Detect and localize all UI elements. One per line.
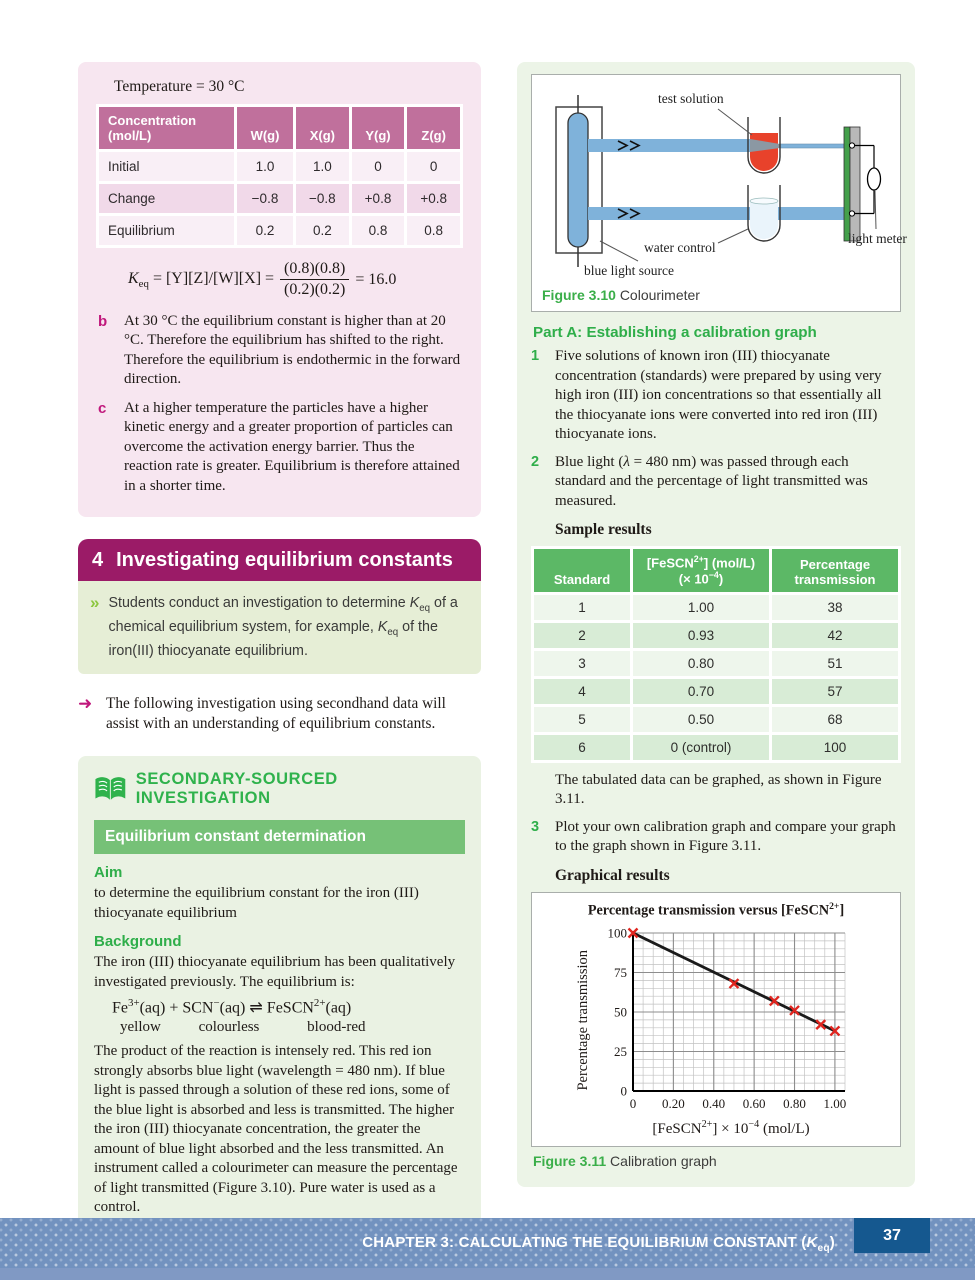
experiment-panel	[517, 62, 915, 1187]
table-cell: 1.00	[633, 595, 769, 620]
x-axis-label: [FeSCN$^{2+}$] × $10^{-4}$ (mol/L)	[652, 1119, 810, 1138]
background-heading: Background	[94, 933, 182, 950]
figure-caption-text: Calibration graph	[610, 1153, 717, 1170]
detector-strip	[844, 127, 850, 241]
temperature-line: Temperature = 30 °C	[114, 78, 245, 95]
table-cell: 0	[407, 152, 460, 181]
svg-text:75: 75	[614, 965, 627, 981]
right-column	[517, 62, 915, 1187]
step-number: 3	[531, 818, 540, 835]
table-cell: 100	[772, 735, 898, 760]
background-body: The product of the reaction is intensely red. This red ion strongly absorbs blue light (wavelength = 480 nm). If blue light is passed through a solution of these red ions, some of the blue light is absorbed and less is transmitted. The higher the iron (III) thiocyanate concentration, the greater the amount of blue light absorbed and the less transmitted. An instrument called a colourimeter can measure the percentage of light transmitted (Figure 3.10). Pure water is used as a control.	[94, 1043, 458, 1216]
sample-results-heading: Sample results	[555, 521, 652, 538]
outcome-text: Students conduct an investigation to determine $K_{eq}$ of a chemical equilibrium system, for example, $K_{eq}$ of the iron(III) thiocyanate equilibrium.	[108, 595, 458, 659]
table-cell: −0.8	[237, 184, 293, 213]
step-number: 2	[531, 453, 540, 470]
table-cell: 4	[534, 679, 630, 704]
table-cell: +0.8	[407, 184, 460, 213]
figure-310-box	[531, 74, 907, 312]
table-row	[534, 623, 898, 648]
table-cell: 38	[772, 595, 898, 620]
table-cell: 0.2	[237, 216, 293, 245]
section-number: 4	[92, 549, 104, 572]
table-header-row	[99, 107, 460, 149]
svg-text:0.60: 0.60	[742, 1096, 766, 1112]
light-meter-icon	[868, 168, 881, 190]
open-book-icon	[94, 776, 127, 802]
equation-rhs: = 16.0	[355, 270, 397, 288]
colour-label: colourless	[198, 1019, 260, 1036]
figure-number: Figure 3.11	[533, 1153, 607, 1170]
svg-text:1.00: 1.00	[823, 1096, 847, 1112]
column-header: Standard	[534, 549, 630, 592]
section-banner	[78, 539, 481, 581]
column-header: Y(g)	[352, 107, 405, 149]
answer-item-c	[98, 399, 463, 497]
table-cell: 57	[772, 679, 898, 704]
table-cell: 0.8	[352, 216, 405, 245]
table-cell: 42	[772, 623, 898, 648]
page-number: 37	[854, 1218, 930, 1253]
step-2	[531, 453, 901, 512]
column-header: X(g)	[296, 107, 349, 149]
sample-results-table	[531, 546, 901, 763]
table-row	[534, 595, 898, 620]
after-table-paragraph: The tabulated data can be graphed, as shown in Figure 3.11.	[555, 771, 882, 808]
investigation-panel	[78, 756, 481, 1232]
chevron-bullet-icon: »	[90, 593, 100, 613]
column-header	[633, 549, 769, 592]
step-3	[531, 818, 901, 857]
equation-lhs: $K_{eq} = [Y][Z]/[W][X]$ =	[128, 269, 275, 290]
y-axis-label: Percentage transmission	[575, 950, 591, 1091]
svg-text:0.40: 0.40	[702, 1096, 726, 1112]
table-cell: 1.0	[237, 152, 293, 181]
table-cell: 0.80	[633, 651, 769, 676]
step-1	[531, 347, 901, 445]
table-row	[99, 152, 460, 181]
header-line: Concentration	[108, 113, 197, 128]
step-text: Five solutions of known iron (III) thiocyanate concentration (standards) were prepared by using very high iron (III) ion concentrations so that essentially all the thiocyanate ions were converted into red iron (III) thiocyanate ions.	[555, 348, 882, 442]
table-cell: 0.8	[407, 216, 460, 245]
investigation-header	[94, 770, 465, 808]
chapter-title: CHAPTER 3: CALCULATING THE EQUILIBRIUM CONSTANT $(K_{eq})$	[362, 1234, 835, 1254]
row-label: Initial	[99, 152, 234, 181]
background-intro: The iron (III) thiocyanate equilibrium has been qualitatively investigated previously. The equilibrium is:	[94, 954, 456, 990]
table-row	[99, 184, 460, 213]
table-row	[99, 216, 460, 245]
header-line: [FeSCN$^{2+}$] (mol/L)	[646, 554, 756, 571]
equation-colour-labels	[120, 1019, 465, 1036]
lead-paragraph	[78, 694, 481, 734]
colour-label: blood-red	[307, 1019, 366, 1036]
table-cell: 1.0	[296, 152, 349, 181]
table-cell: 3	[534, 651, 630, 676]
column-header: Z(g)	[407, 107, 460, 149]
item-marker: c	[98, 399, 107, 417]
section-title: Investigating equilibrium constants	[116, 549, 453, 572]
figure-number: Figure 3.10	[542, 287, 616, 303]
fraction-numerator: (0.8)(0.8)	[280, 260, 349, 280]
answer-item-b	[98, 312, 463, 390]
figure-311-box	[531, 892, 901, 1148]
table-row	[534, 679, 898, 704]
header-line: transmission	[794, 571, 876, 587]
colour-label: yellow	[120, 1019, 161, 1036]
arrow-icon: ➜	[78, 694, 93, 713]
outcome-panel	[78, 581, 481, 674]
table-cell: −0.8	[296, 184, 349, 213]
table-cell: 68	[772, 707, 898, 732]
svg-text:100: 100	[607, 925, 627, 941]
item-text: At a higher temperature the particles have a higher kinetic energy and a greater proportion of particles can overcome the activation energy barrier. Thus the reaction rate is greater. Equilibrium is therefore attained in a shorter time.	[124, 399, 460, 494]
table-cell: 0.93	[633, 623, 769, 648]
svg-text:0.20: 0.20	[662, 1096, 685, 1112]
equation-fraction	[280, 260, 349, 300]
row-label: Change	[99, 184, 234, 213]
colourimeter-diagram	[540, 83, 907, 283]
worked-answer-panel	[78, 62, 481, 517]
figure-311-caption	[533, 1153, 901, 1169]
investigation-kicker: SECONDARY-SOURCED INVESTIGATION	[135, 770, 338, 807]
table-cell: 5	[534, 707, 630, 732]
column-header: W(g)	[237, 107, 293, 149]
blue-light-tube	[568, 113, 588, 247]
table-cell: 0	[352, 152, 405, 181]
aim-heading: Aim	[94, 864, 123, 881]
top-beam	[588, 139, 750, 152]
lead-text: The following investigation using secondhand data will assist with an understanding of equilibrium constants.	[106, 695, 446, 732]
part-a-heading: Part A: Establishing a calibration graph	[533, 324, 817, 341]
ice-table	[96, 104, 463, 248]
table-cell: 2	[534, 623, 630, 648]
label-water-control: water control	[644, 240, 716, 255]
label-light-meter: light meter	[848, 231, 907, 246]
table-header-row	[534, 549, 898, 592]
colourimeter-svg	[540, 83, 892, 283]
column-header	[99, 107, 234, 149]
svg-text:50: 50	[614, 1004, 627, 1020]
header-line: Percentage	[799, 556, 871, 572]
table-row	[534, 651, 898, 676]
left-column	[78, 62, 481, 1232]
fraction-denominator: (0.2)(0.2)	[284, 281, 346, 299]
header-line: (mol/L)	[108, 128, 152, 143]
chemical-equation: $Fe^{3+}(aq) + SCN^-(aq)$ ⇌ FeSCN$^{2+}$(aq)	[112, 997, 352, 1017]
step-number: 1	[531, 348, 540, 364]
chart-title: Percentage transmission versus [FeSCN$^{2+}$]	[587, 900, 845, 919]
svg-text:0.80: 0.80	[783, 1096, 806, 1112]
table-cell: +0.8	[352, 184, 405, 213]
investigation-title: Equilibrium constant determination	[94, 820, 465, 854]
aim-text: to determine the equilibrium constant for the iron (III) thiocyanate equilibrium	[94, 885, 419, 921]
item-text: At 30 °C the equilibrium constant is higher than at 20 °C. Therefore the equilibrium has shifted to the right. Therefore the equilibrium is endothermic in the forward direction.	[124, 312, 461, 388]
footer-strip	[0, 1268, 975, 1280]
svg-text:0: 0	[629, 1096, 637, 1112]
calibration-chart	[593, 923, 857, 1117]
attenuated-beam	[780, 144, 844, 148]
table-cell: 51	[772, 651, 898, 676]
figure-caption-text: Colourimeter	[619, 287, 700, 303]
row-label: Equilibrium	[99, 216, 234, 245]
table-cell: 0.70	[633, 679, 769, 704]
svg-text:0: 0	[620, 1083, 627, 1099]
item-marker: b	[98, 312, 108, 330]
footer-band	[0, 1218, 975, 1268]
table-row	[534, 707, 898, 732]
graphical-results-heading: Graphical results	[555, 866, 670, 884]
table-cell: 6	[534, 735, 630, 760]
plot-area	[538, 923, 894, 1117]
table-cell: 1	[534, 595, 630, 620]
label-blue-light-source: blue light source	[584, 263, 674, 278]
table-row	[534, 735, 898, 760]
keq-equation	[128, 260, 463, 300]
water-liquid	[750, 201, 778, 239]
table-cell: 0 (control)	[633, 735, 769, 760]
column-header	[772, 549, 898, 592]
table-cell: 0.50	[633, 707, 769, 732]
test-solution-liquid	[750, 133, 778, 171]
table-cell: 0.2	[296, 216, 349, 245]
label-test-solution: test solution	[658, 91, 724, 106]
figure-310-caption	[542, 287, 892, 303]
step-text: Blue light (λ = 480 nm) was passed through each standard and the percentage of light transmitted was measured.	[555, 453, 868, 509]
step-text: Plot your own calibration graph and compare your graph to the graph shown in Figure 3.11.	[555, 818, 896, 855]
header-line: (× $10^{-4}$)	[678, 570, 724, 587]
svg-text:25: 25	[614, 1044, 627, 1060]
